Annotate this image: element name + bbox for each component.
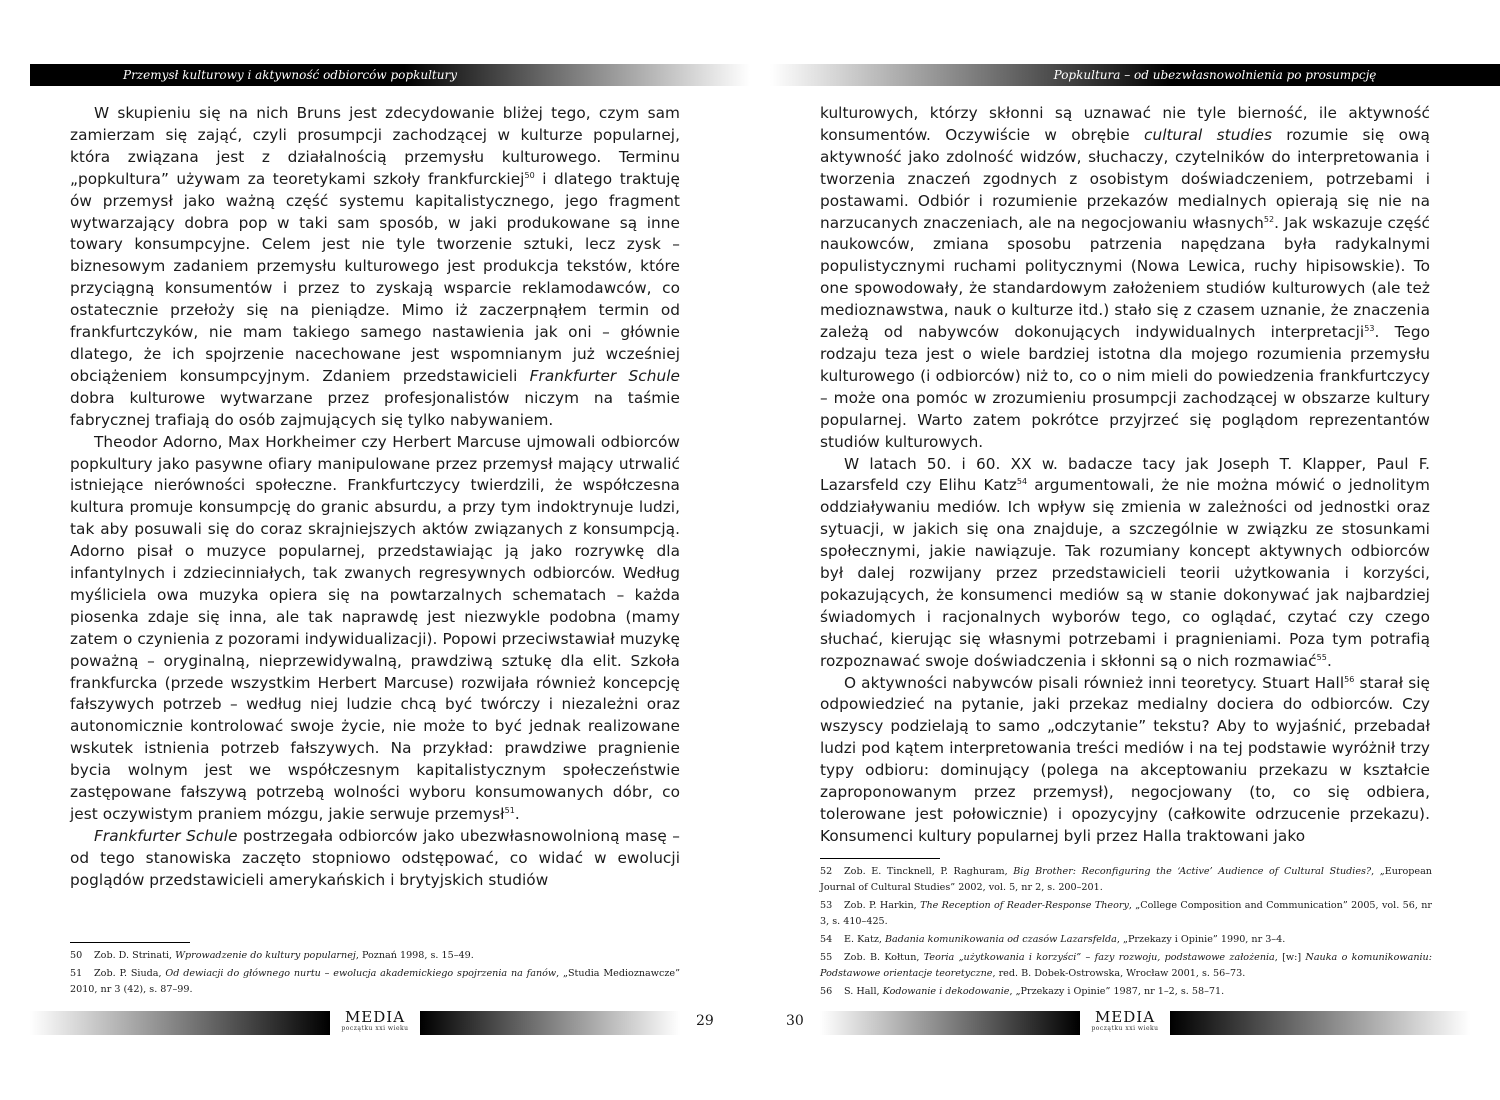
footnote-rule-left — [70, 942, 190, 943]
text-run: , red. B. Dobek-Ostrowska, Wrocław 2001, s. 56–73. — [992, 968, 1246, 979]
footnote — [820, 898, 1432, 930]
text-run: . Jak wskazuje część naukowców, zmiana sposobu patrzenia napędzana była radykalnymi populistycznymi ruchami politycznymi (Nowa Lewica, ruchy hipisowskie). To one spowodowały, że standardowym założeniem studiów kulturowych (ale też medioznawstwa, nauk o kulturze itd.) stało się z czasem uznanie, że znaczenia zależą od nabywców dokonujących indywidualnych interpretacji — [820, 213, 1430, 342]
text-run: Zob. P. Siuda, — [94, 968, 166, 979]
italic-run: Teoria „użytkowania i korzyści” – fazy rozwoju, podstawowe założenia — [923, 952, 1275, 963]
footnote-rule-right — [820, 858, 940, 859]
footnote-number: 56 — [820, 986, 833, 997]
right-footnotes — [820, 864, 1432, 1002]
text-run: . — [1326, 651, 1332, 670]
text-run: , „European Journal of Cultural Studies” 2002, vol. 5, nr 2, s. 200–201. — [820, 866, 1432, 893]
italic-run: Badania komunikowania od czasów Lazarsfelda — [885, 934, 1117, 945]
text-run: postrzegała odbiorców jako ubezwłasnowolnioną masę – od tego stanowiska zaczęto stopniowo odstępować, co widać w ewolucji poglądów przedstawicieli amerykańskich i brytyjskich studiów — [70, 826, 680, 889]
footnote-ref: 55 — [1316, 652, 1327, 662]
footnote-number: 54 — [820, 934, 833, 945]
footnote-number: 55 — [820, 952, 833, 963]
text-run: Zob. D. Strinati, — [94, 950, 176, 961]
footnote-ref: 56 — [1344, 674, 1355, 684]
right-page — [750, 0, 1500, 1100]
logo-word: MEDIA — [344, 1008, 406, 1026]
footer-gradient-left — [30, 1011, 330, 1035]
footnote — [70, 966, 680, 998]
text-run: i dlatego traktuję ów przemysł jako ważną część systemu kapitalistycznego, jego fragment wytwarzający dobra pop w taki sam sposób, w jaki produkowane są inne towary konsumpcyjne. Celem jest nie tyle tworzenie sztuki, lecz zysk – biznesowym zadaniem przemysłu kulturowego jest produkcja tekstów, które przyciągną konsumentów i przez to zyskają wsparcie reklamodawców, co ostatecznie przełoży się na pieniądze. Mimo iż zaczerpnąłem termin od frankfurtczyków, nie mam takiego samego nastawienia jak oni – głównie dlatego, że ich spojrzenie nacechowane jest wspomnianym już wcześniej obciążeniem konsumpcyjnym. Zdaniem przedstawicieli — [70, 169, 680, 385]
paragraph — [70, 432, 680, 826]
text-run: . Tego rodzaju teza jest o wiele bardziej istotna dla mojego rozumienia przemysłu kulturowego (i odbiorców) niż to, co o nim mieli do powiedzenia frankfurtczycy – może ona pomóc w zrozumieniu prosumpcji zachodzącej w obszarze kultury popularnej. Warto zatem pokrótce przyjrzeć się poglądom reprezentantów studiów kulturowych. — [820, 323, 1430, 451]
italic-run: Od dewiacji do głównego nurtu – ewolucja akademickiego spojrzenia na fanów — [165, 968, 557, 979]
text-run: kulturowych, którzy skłonni są uznawać nie tyle bierność, ile aktywność konsumentów. Oczywiście w obrębie — [820, 104, 1430, 144]
text-run: E. Katz, — [844, 934, 885, 945]
logo-tagline: początku xxi wieku — [341, 1025, 409, 1032]
right-body-text — [820, 103, 1430, 848]
text-run: , „Przekazy i Opinie” 1990, nr 3–4. — [1116, 934, 1286, 945]
footnote — [70, 948, 680, 964]
italic-run: cultural studies — [1144, 125, 1272, 144]
italic-run: Wprowadzenie do kultury popularnej — [175, 950, 356, 961]
paragraph — [70, 103, 680, 432]
page-number-left: 29 — [696, 1013, 714, 1029]
italic-run: Kodowanie i dekodowanie — [882, 986, 1010, 997]
paragraph — [820, 454, 1430, 673]
italic-run: Frankfurter Schule — [94, 826, 238, 845]
footnote-ref: 51 — [504, 805, 515, 815]
footnote — [820, 950, 1432, 982]
media-logo-right — [1085, 1009, 1165, 1037]
logo-tagline: początku xxi wieku — [1091, 1025, 1159, 1032]
text-run: W skupieniu się na nich Bruns jest zdecydowanie bliżej tego, czym sam zamierzam się zająć, czyli prosumpcji zachodzącej w kulturze popularnej, która związana jest z działalnością przemysłu kulturowego. Terminu „popkultura” używam za teoretykami szkoły frankfurckiej — [70, 104, 680, 188]
paragraph — [820, 673, 1430, 848]
italic-run: Nauka o komunikowaniu: Podstawowe orientacje teoretyczne — [820, 952, 1432, 979]
paragraph — [70, 826, 680, 892]
text-run: Zob. P. Harkin, — [844, 900, 921, 911]
running-header-left: Przemysł kulturowy i aktywność odbiorców popkultury — [30, 64, 750, 86]
text-run: W latach 50. i 60. XX w. badacze tacy jak Joseph T. Klapper, Paul F. Lazarsfeld czy Elihu Katz — [820, 454, 1430, 495]
footnote — [820, 932, 1432, 948]
logo-word: MEDIA — [1094, 1008, 1156, 1026]
running-header-right: Popkultura – od ubezwłasnowolnienia po prosumpcję — [770, 64, 1500, 86]
text-run: , „Przekazy i Opinie” 1987, nr 1–2, s. 58–71. — [1009, 986, 1225, 997]
italic-run: The Reception of Reader-Response Theory — [920, 900, 1129, 911]
text-run: Theodor Adorno, Max Horkheimer czy Herbert Marcuse ujmowali odbiorców popkultury jako pasywne ofiary manipulowane przez przemysł mający utrwalić istniejące nierówności społeczne. Frankfurtczycy twierdzili, że współczesna kultura promuje konsumpcję do granic absurdu, a przy tym indoktrynuje ludzi, tak aby posuwali się do coraz skrajniejszych aktów związanych z konsumpcją. Adorno pisał o muzyce popularnej, przedstawiając ją jako rozrywkę dla infantylnych i zdziecinniałych, tak zwanych regresywnych odbiorców. Według myśliciela owa muzyka opiera się na powtarzalnych schematach – każda piosenka zdaje się inna, ale tak naprawdę jest niezwykle podobna (mamy zatem o czynienia z pozorami indywidualizacji). Popowi przeciwstawiał muzykę poważną – oryginalną, nieprzewidywalną, prawdziwą sztukę dla elit. Szkoła frankfurcka (przede wszystkim Herbert Marcuse) rozwijała również koncepcję fałszywych potrzeb – według niej ludzie chcą być twórczy i niezależni oraz autonomicznie kontrolować swoje życie, nie może to być jednak realizowane wskutek istnienia potrzeb fałszywych. Na przykład: prawdziwe pragnienie bycia wolnym jest we współczesnym kapitalistycznym społeczeństwie zastępowane fałszywą potrzebą wolności wyboru konsumowanych dóbr, co jest oczywistym praniem mózgu, jakie serwuje przemysł — [70, 432, 680, 823]
page-number-right: 30 — [786, 1013, 804, 1029]
text-run: , „College Composition and Communication” 2005, vol. 56, nr 3, s. 410–425. — [820, 900, 1433, 927]
footnote-ref: 50 — [524, 170, 535, 180]
text-run: starał się odpowiedzieć na pytanie, jaki przekaz medialny dociera do odbiorców. Czy wszyscy podzielają to samo „odczytanie” tekstu? Aby to wyjaśnić, przebadał ludzi pod kątem interpretowania treści mediów i na tej podstawie wyróżnił trzy typy odbioru: dominujący (polega na akceptowaniu przekazu w kształcie zaproponowanym przez przemysł), negocjowany (to, co się odbiera, tolerowane jest połowicznie) i opozycyjny (całkowite odrzucenie przekazu). Konsumenci kultury popularnej byli przez Halla traktowani jako — [820, 673, 1431, 845]
footnote-number: 53 — [820, 900, 833, 911]
italic-run: Big Brother: Reconfiguring the ‘Active’ Audience of Cultural Studies? — [1013, 866, 1372, 877]
footer-gradient-right — [820, 1011, 1080, 1035]
left-body-text — [70, 103, 680, 892]
footnote — [820, 864, 1432, 896]
footnote-number: 51 — [70, 968, 83, 979]
footnote-ref: 53 — [1364, 323, 1375, 333]
footnote-ref: 54 — [1016, 477, 1028, 487]
text-run: Zob. B. Kołtun, — [844, 952, 924, 963]
paragraph — [820, 103, 1430, 454]
text-run: , [w:] — [1274, 952, 1306, 963]
left-footnotes — [70, 948, 680, 1000]
text-run: rozumie się ową aktywność jako zdolność widzów, słuchaczy, czytelników do interpretowania i tworzenia znaczeń zgodnych z osobistym doświadczeniem, potrzebami i postawami. Odbiór i rozumienie przekazów medialnych opierają się nie na narzucanych znaczeniach, ale na negocjowaniu własnych — [820, 125, 1430, 232]
media-logo-left — [335, 1009, 415, 1037]
italic-run: Frankfurter Schule — [529, 366, 680, 385]
footnote — [820, 984, 1432, 1000]
footer-gradient-right-2 — [1170, 1011, 1470, 1035]
text-run: argumentowali, że nie można mówić o jednolitym oddziaływaniu mediów. Ich wpływ się zmienia w zależności od jednostki oraz sytuacji, w jakich się ona znajduje, a szczególnie w związku ze stosunkami społecznymi, jakie nawiązuje. Tak rozumiany koncept aktywnych odbiorców był dalej rozwijany przez przedstawicieli teorii użytkowania i korzyści, pokazujących, że konsumenci mediów są w stanie dokonywać jak najbardziej świadomych i racjonalnych wyborów tego, co oglądać, czytać czy czego słuchać, kierując się własnymi potrzebami i pragnieniami. Poza tym potrafią rozpoznawać swoje doświadczenia i skłonni są o nich rozmawiać — [820, 476, 1430, 670]
text-run: . — [514, 805, 520, 823]
footnote-ref: 52 — [1263, 214, 1275, 224]
text-run: , „Studia Medioznawcze” 2010, nr 3 (42), s. 87–99. — [70, 968, 680, 995]
footnote-number: 50 — [70, 950, 83, 961]
text-run: S. Hall, — [844, 986, 883, 997]
text-run: , Poznań 1998, s. 15–49. — [355, 950, 474, 961]
text-run: dobra kulturowe wytwarzane przez profesjonalistów niczym na taśmie fabrycznej trafiają do osób zajmujących się tylko nabywaniem. — [70, 388, 680, 429]
text-run: Zob. E. Tincknell, P. Raghuram, — [844, 866, 1014, 877]
footer-gradient-left-2 — [420, 1011, 680, 1035]
footnote-number: 52 — [820, 866, 833, 877]
text-run: O aktywności nabywców pisali również inni teoretycy. Stuart Hall — [844, 673, 1345, 692]
